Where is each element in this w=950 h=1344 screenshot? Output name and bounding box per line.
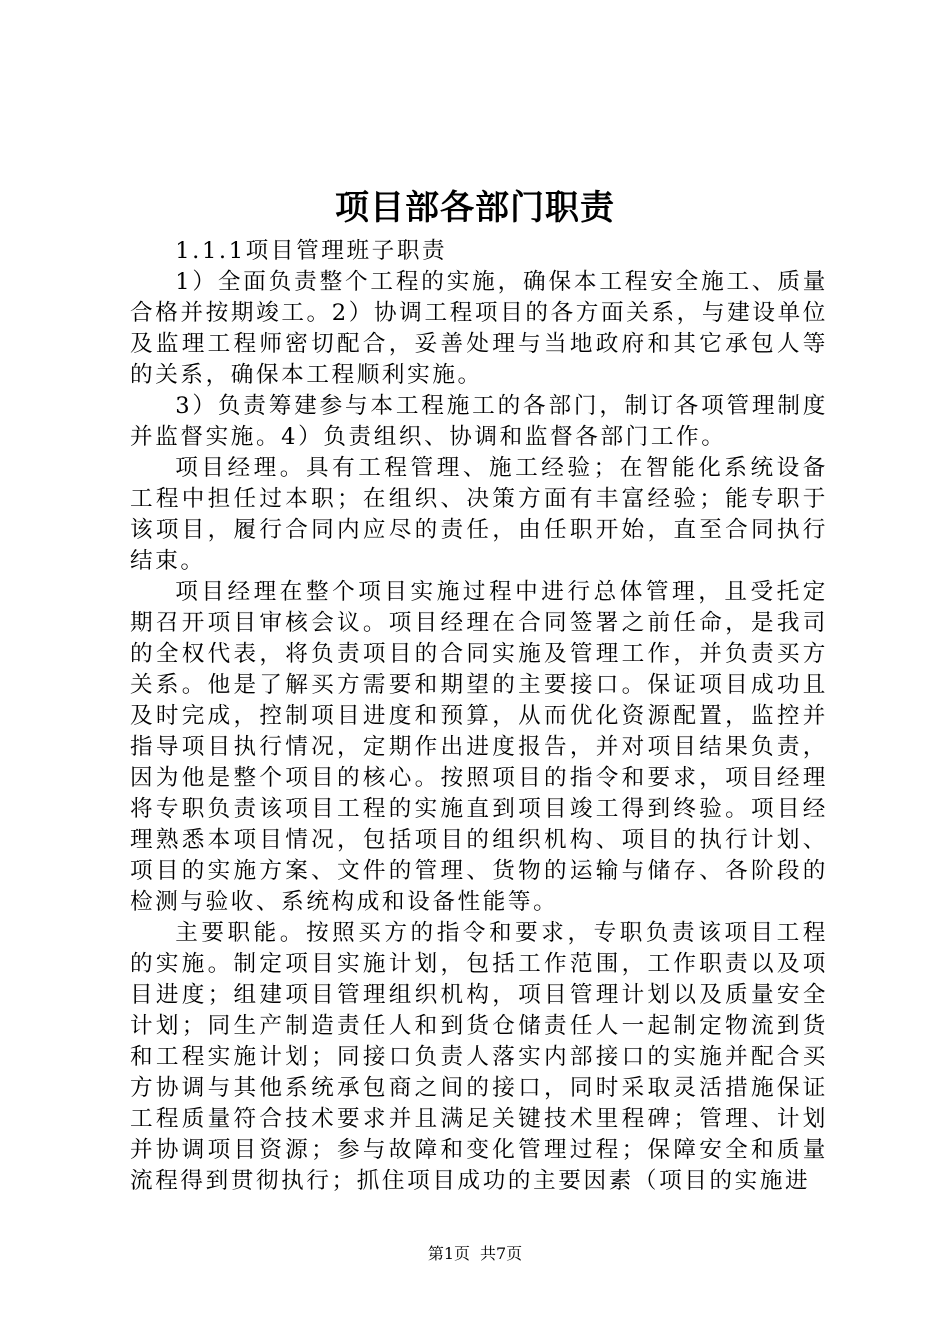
paragraph: 项目经理。具有工程管理、施工经验；在智能化系统设备工程中担任过本职；在组织、决策方面有丰富经验；能专职于该项目，履行合同内应尽的责任，由任职开始，直至合同执行结束。 — [130, 455, 828, 574]
paragraph: 主要职能。按照买方的指令和要求，专职负责该项目工程的实施。制定项目实施计划，包括工作范围，工作职责以及项目进度；组建项目管理组织机构，项目管理计划以及质量安全计划；同生产制造责任人和到货仓储责任人一起制定物流到货和工程实施计划；同接口负责人落实内部接口的实施并配合买方协调与其他系统承包商之间的接口，同时采取灵活措施保证工程质量符合技术要求并且满足关键技术里程碑；管理、计划并协调项目资源；参与故障和变化管理过程；保障安全和质量流程得到贯彻执行；抓住项目成功的主要因素（项目的实施进 — [130, 920, 828, 1194]
document-title: 项目部各部门职责 — [335, 188, 615, 228]
page-footer — [0, 1243, 950, 1265]
section-heading: 1.1.1项目管理班子职责 — [175, 238, 448, 264]
paragraph: 1）全面负责整个工程的实施，确保本工程安全施工、质量合格并按期竣工。2）协调工程项目的各方面关系，与建设单位及监理工程师密切配合，妥善处理与当地政府和其它承包人等的关系，确保本工程顺利实施。 — [130, 269, 828, 388]
document-body — [130, 236, 828, 1197]
page-total: 共7页 — [480, 1244, 523, 1263]
paragraph: 项目经理在整个项目实施过程中进行总体管理，且受托定期召开项目审核会议。项目经理在合同签署之前任命，是我司的全权代表，将负责项目的合同实施及管理工作，并负责买方关系。他是了解买方需要和期望的主要接口。保证项目成功且及时完成，控制项目进度和预算，从而优化资源配置，监控并指导项目执行情况，定期作出进度报告，并对项目结果负责，因为他是整个项目的核心。按照项目的指令和要求，项目经理将专职负责该项目工程的实施直到项目竣工得到终验。项目经理熟悉本项目情况，包括项目的组织机构、项目的执行计划、项目的实施方案、文件的管理、货物的运输与储存、各阶段的检测与验收、系统构成和设备性能等。 — [130, 579, 828, 915]
page-number: 第1页 — [427, 1244, 470, 1263]
paragraph: 3）负责筹建参与本工程施工的各部门，制订各项管理制度并监督实施。4）负责组织、协调和监督各部门工作。 — [130, 393, 828, 450]
